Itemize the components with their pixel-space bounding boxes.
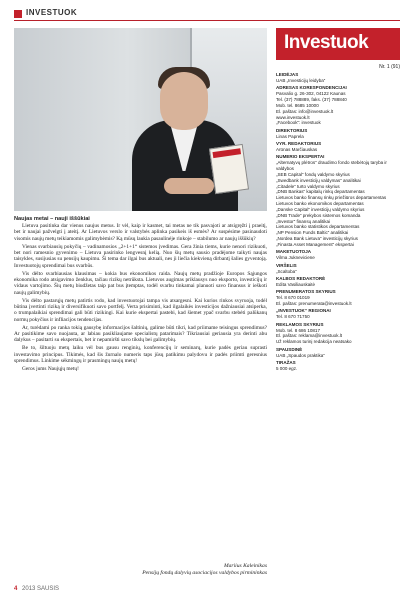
masthead-heading: PRENUMERATOS SKYRIUS — [276, 289, 336, 295]
masthead-section — [276, 308, 400, 320]
masthead-line: Arūnas Marčiauskas — [276, 146, 318, 152]
issue-number: Nr. 1 (91) — [379, 64, 400, 70]
masthead-section — [276, 249, 400, 261]
masthead-heading: SPAUSDINĖ — [276, 346, 303, 352]
masthead-line: „Facebook“: investuok — [276, 120, 321, 126]
masthead-line: „Swedbank investicijų valdymas“ analitikai — [276, 177, 361, 183]
body-paragraph: Lietuva pasitinka dar vienus naujus metus. Ir vėl, kaip ir kasmet, tai metas ne tik pasvajoti ar atsigręžti į praeitį, bet ir naujai pažvelgti į ateitį. Ar Lietuvos verslo ir valstybės aplinka pasikeis iš esmės? Ar suspėsime pasinaudoti visomis naujų metų teikiamomis galimybėmis? Ką mūsų laukia pasaulinėje rinkoje – stabilumo ar naujų iššūkių? — [14, 223, 267, 242]
masthead-line: Mob. tel. 8 686 10817 — [276, 327, 320, 333]
masthead-line: „NP Pension Funds Baltic“ analitikai — [276, 230, 349, 236]
issue-date: 2013 SAUSIS — [22, 586, 60, 592]
masthead-line: „Alternatyvų plėtros“ draudimo fondo stebėtojų taryba ir valdybos — [276, 160, 387, 172]
masthead-line: UAB „Spaudos praktika“ — [276, 352, 325, 358]
masthead-section — [276, 289, 400, 307]
masthead-line: Edita Vasiliauskaitė — [276, 281, 316, 287]
masthead-line: Lietuvos banko finansų rinkų priežiūros departamentas — [276, 195, 387, 201]
masthead-section — [276, 276, 400, 288]
masthead-line: Lietuvos banko ekonomikos departamentas — [276, 201, 364, 207]
body-paragraph: Vis dėlto svarbiausias klausimas – kokia bus ekonomikos raida. Naujų metų pradžioje Europos Sąjungos ekonomika rodo atsigavimo ženklus, tačiau rizikų netrūksta. Lietuvos augimas priklausys nuo eksporto, investicijų ir vidaus vartojimo. Šių metų biudžetas taip pat bus įtemptas, todėl svarbu tinkamai planuoti savo finansus ir ieškoti naujų galimybių. — [14, 270, 267, 296]
masthead-section — [276, 85, 400, 126]
article-heading — [14, 216, 267, 222]
masthead-heading: REKLAMOS SKYRIUS — [276, 321, 324, 327]
masthead-line: Tel. 8 670 71750 — [276, 314, 310, 320]
masthead-heading: VYR. REDAKTORIUS — [276, 141, 322, 147]
masthead-heading: DIREKTORIUS — [276, 127, 308, 133]
masthead-section — [276, 263, 400, 275]
masthead-line: „Citadele“ turto valdymo skyrius — [276, 183, 340, 189]
masthead-line: „DNB Bankas“ kapitalų rinkų departamentas — [276, 189, 365, 195]
masthead-section — [276, 322, 400, 345]
masthead-line: „SEB Capital“ fondų valdymo skyrius — [276, 171, 350, 177]
masthead-section — [276, 347, 400, 359]
masthead-line: Mob. tel. 8685 10000 — [276, 102, 319, 108]
masthead-line: „Danske Capital“ investicijų valdymo skyrius — [276, 206, 365, 212]
masthead-section — [276, 128, 400, 140]
masthead-line: „Scaltoba“ — [276, 268, 297, 274]
masthead-line: El. paštas: prenumerata@investuok.lt — [276, 300, 352, 306]
masthead-heading: ADRESAS KORESPONDENCIJAI — [276, 85, 347, 91]
masthead-heading: NUMERIO EKSPERTAI — [276, 154, 325, 160]
masthead-line: UAB „Investicijų leidyba“ — [276, 77, 326, 83]
body-paragraph: Geros jums Naujųjų metų! — [22, 365, 79, 372]
signature-block — [14, 563, 267, 577]
masthead-line: Tel. (37) 788889, faks. (37) 788840 — [276, 96, 347, 102]
brand-logo: Investuok — [276, 28, 400, 60]
masthead-line: 5 000 egz. — [276, 365, 298, 371]
article-body — [14, 223, 267, 373]
editor-photo — [14, 28, 267, 211]
masthead-heading: TIRAŽAS — [276, 359, 296, 365]
signature-title: Pensijų fondų dalyvių asociacijos valdybos pirmininkas — [142, 570, 267, 576]
masthead-heading: „INVESTUOK“ REGIONAI — [276, 308, 331, 314]
masthead-line: Lietuvos banko statistikos departamentas — [276, 224, 360, 230]
masthead-line: Už reklamos turinį redakcija neatsako — [276, 339, 352, 345]
masthead-heading: LEIDĖJAS — [276, 72, 299, 77]
article-title: Naujas metai – nauji iššūkiai — [14, 216, 90, 222]
body-paragraph: Ar, turėdami po ranka tokią gausybę informacijos šaltinių, galime būti tikri, kad priimame teisingus sprendimus? Ar pasitikime savo nuojauta, ar labiau pasikliaujame specialistų patarimais? Tikriausiai geriausia yra derinti abu dalykus – pasitarti su ekspertais, bet ir nepamiršti savo tikslų bei galimybių. — [14, 324, 267, 344]
masthead-line: „DNB Trade“ prekybos sistemos komanda — [276, 212, 361, 218]
header-square-icon — [14, 10, 22, 18]
magazine-icon — [209, 144, 249, 194]
masthead-line: El. paštas: reklama@investuok.lt — [276, 333, 343, 339]
masthead-line: „Finasta Asset Management“ ekspertai — [276, 242, 354, 247]
masthead-column — [276, 72, 400, 373]
masthead-line: El. paštas: info@investuok.lt — [276, 108, 334, 114]
masthead-heading: VIRŠELIS — [276, 262, 297, 268]
body-paragraph: Vis dėlto pastarųjų metų patirtis rodo, kad investuotojai tampa vis atsargesni. Kai kurios rinkos svyruoja, todėl būtina įvertinti riziką ir diversifikuoti savo portfelį. Verta prisiminti, kad ilgalaikės investicijos dažniausiai atsiperka, o trumpalaikiai sprendimai gali būti rizikingi. Kai kurie ekspertai pastebi, kad šiemet ypač svarbu stebėti palūkanų normų pokyčius ir infliacijos tendencijas. — [14, 297, 267, 323]
masthead-heading: KALBOS REDAKTORĖ — [276, 276, 326, 281]
masthead-section — [276, 154, 400, 248]
page-number: 4 — [14, 586, 18, 592]
signature-name: Mariius Kaleinikas — [223, 563, 267, 569]
masthead-section — [276, 360, 400, 372]
page-footer — [14, 586, 59, 592]
masthead-line: www.investuok.lt — [276, 114, 310, 120]
masthead-line: Linas Paprela — [276, 133, 304, 139]
body-paragraph: Be to, šiltuoju metų laiku vėl bus gausu renginių, konferencijų ir seminarų, kurie padės geriau suprasti investavimo principus. Tikimės, kad šis žurnalo numeris taps jūsų patikimu palydovu ir padės priimti geresnius sprendimus. Linkime sėkmingų ir prasmingų naujų metų! — [14, 345, 267, 364]
masthead-section — [276, 72, 400, 84]
masthead-heading: MAKETUOTOJA — [276, 249, 312, 255]
masthead-line: Vilma Jukneviciene — [276, 255, 315, 261]
masthead-line: Pasvalio g. 26-302, 04122 Kaunas — [276, 91, 346, 97]
header-title: INVESTUOK — [26, 8, 78, 17]
masthead-line: „Investor“ finansų analitikai — [276, 218, 331, 224]
body-paragraph: Vienas svarbiausių pokyčių – vadinamosios „2+1+1“ sistemos įvedimas. Gera žinia tiems, kurie nenori rizikuoti, bet nori ramesnio gyvenimo – Lietuva pasirinko lengvesnį kelią. Nuo šių metų sausio pradėjome taikyti naujas taisykles, susijusias su pensijų kaupimu. Ši tema dar ilgai bus aktuali, nes ji liečia kiekvieną dirbantį šalies gyventoją. Investuotojų sprendimai bus svarbūs. — [14, 243, 267, 269]
masthead-line: „Nordea Bank Lietuva“ investicijų skyrius — [276, 236, 358, 242]
running-header — [14, 8, 400, 21]
masthead-line: Tel. 8 670 01019 — [276, 295, 310, 301]
masthead-section — [276, 141, 400, 153]
